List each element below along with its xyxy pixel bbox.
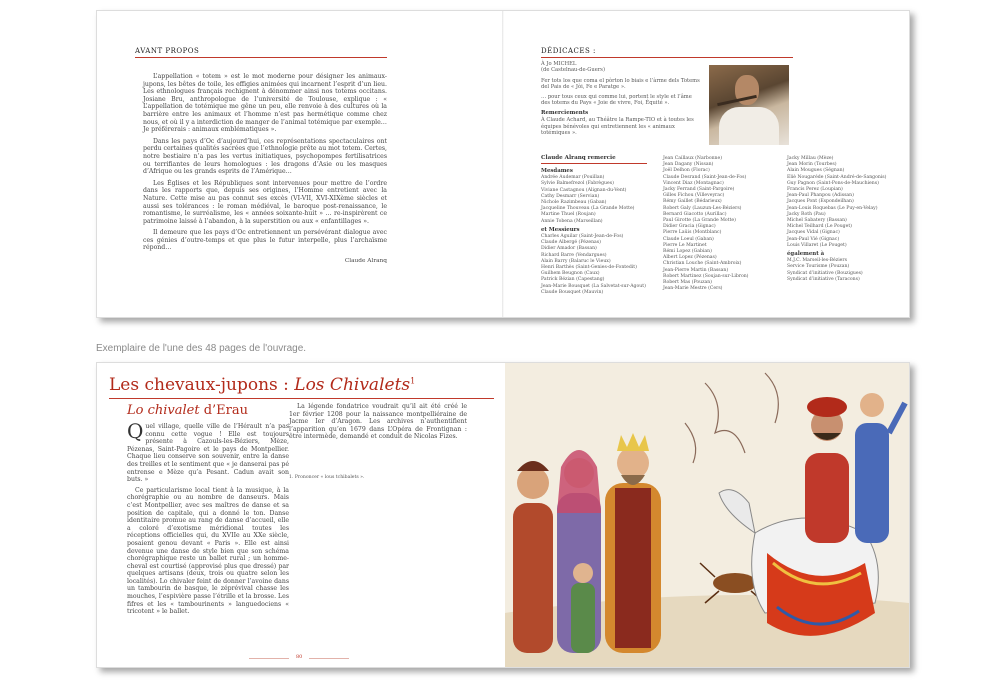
thanks-entry: Joël Delhon (Florac) — [663, 168, 710, 174]
thanks-entry: Christian Louche (Saint-Ambroix) — [663, 261, 742, 267]
thanks-entry: Henri Barthès (Saint-Genies-de-Fontedit) — [541, 265, 637, 271]
chapter-col1-first-paragraph — [127, 419, 289, 484]
thanks-entry: Didier Amador (Bassan) — [541, 246, 597, 252]
thanks-entry: Claude Desrand (Saint-Jean-de-Fos) — [663, 174, 747, 180]
thanks-entry: Francis Perez (Loupian) — [787, 187, 843, 193]
thanks-entry: Rémi Lopez (Gabian) — [663, 249, 712, 255]
subtitle-rest: d’Erau — [199, 403, 248, 418]
thanks-entry: Louis Villaret (Le Pouget) — [787, 242, 847, 248]
thanks-column-1 — [541, 166, 657, 296]
thanks-entry: Jacques Pont (Espondeilhan) — [787, 199, 854, 205]
chapter-title-plain: Les chevaux-jupons : — [109, 375, 295, 395]
thanks-column-2 — [663, 156, 781, 292]
chapter-dropcap: Q — [127, 419, 144, 443]
mesdames-list — [541, 175, 657, 225]
thanks-entry: Sylvie Balmefrezol (Fabrègues) — [541, 181, 614, 187]
thanks-entry: Jean Dagany (Nissan) — [663, 162, 714, 168]
thanks-entry: Jean-Marie Bousquet (La Salvetat-sur-Agout) — [541, 283, 646, 289]
thanks-entry: Robert Mas (Pouzan) — [663, 280, 712, 286]
page-number-rule-right — [309, 658, 349, 659]
thanks-rule — [541, 163, 647, 164]
chapter-col2-text: La légende fondatrice voudrait qu’il ait été créé le 1er février 1208 pour la naissance montpelliéraine de Jacme Ier d’Aragon. Les archives n’authentifient l’apparition qu’en 1679 dans L’Opéra de Frontignan : être intermède, demandé et conduit de Nicolas Fizes. — [289, 403, 467, 441]
thanks-entry: Jean-Paul Phanpou (Adissan) — [787, 193, 854, 199]
thanks-entry: Syndicat d’initiative (Taracons) — [787, 276, 860, 282]
thanks-entry: Eliè Nougaréde (Saint-André-de-Sangonis) — [787, 174, 887, 180]
chapter-column-1 — [127, 419, 289, 616]
avant-propos-signature: Claude Alranq — [344, 258, 387, 265]
thanks-entry: Vincent Diaz (Montagnac) — [663, 180, 724, 186]
book-spread-bottom — [96, 362, 910, 668]
thanks-entry: Claude Bousquet (Mauvin) — [541, 289, 604, 295]
remerciements-title: Remerciements — [541, 110, 589, 117]
egalement-list — [787, 258, 905, 283]
thanks-entry: Didier Gracia (Gignac) — [663, 224, 716, 230]
dedicaces-rule — [541, 57, 793, 58]
avant-propos-paragraph-1: L’appellation « totem » est le mot moderne pour désigner les animaux-jupons, les bêtes de toile, les effigies animées qui incarnent l’esprit d’un lieu. Les ethnologues français rechignent à dénommer ainsi nos totems occitans. Josiane Bru, anthropologue de l’université de Toulouse, explique : « L’appellation de totémique me gêne un peu, elle renvoie à des cultures où la barrière entre les animaux et l’homme n’est pas hermétique comme chez nous, et où il y a interdiction de manger de l’animal totémique par exemple… Je préférerais : animaux emblématiques ». — [143, 73, 387, 134]
avant-propos-paragraph-4: Il demeure que les pays d’Oc entretiennent un persévérant dialogue avec ces génies d’outre-temps et que plus le futur interpelle, plus l’archaïsme répond… — [143, 229, 387, 252]
avant-propos-body — [143, 73, 387, 266]
dedicace-to-place: (de Castelnau-de-Guers) — [541, 67, 605, 74]
dedicace-text-occitan: Fer tots los que coma el pòrton lo biais e l’àrme dels Totems del Pais de « Jòi, Fe e Paratge ». — [541, 77, 700, 91]
thanks-entry: Charles Aguilar (Saint-Jean-de-Fos) — [541, 234, 624, 240]
thanks-list-2 — [663, 156, 781, 292]
thanks-entry: Alain Mougues (Ségnan) — [787, 168, 845, 174]
remerciements-text: À Claude Achard, au Théâtre la Rampe-TIO et à toutes les équipes bénévoles qui entretiennent les « animaux totémiques ». — [541, 117, 694, 137]
thanks-entry: Martine Thuel (Roujan) — [541, 212, 596, 218]
thanks-list-3 — [787, 156, 905, 249]
thanks-entry: Jacqueline Thouveau (La Grande Motte) — [541, 206, 635, 212]
thanks-entry: Jean-Pierre Martin (Bassan) — [663, 267, 729, 273]
thanks-entry: Nichole Razimbeau (Gaban) — [541, 200, 607, 206]
chapter-title-italic: Los Chivalets — [294, 375, 411, 395]
chapter-footnote: 1. Prononcer « lous tchibalets ». — [289, 475, 365, 480]
chapter-col1-first: uel village, quelle ville de l’Hérault n’a pas connu cette vogue ! Elle est toujours présente à Cazouls-les-Béziers, Mèze, Pézenas, Saint-Pagoire et le pays de Montpellier. Chaque lieu conserve son souvenir, entre la danse des treilles et le sentiment que « je danserai pas pé entrense e Mèze qu’a Pesant. Cadun avait son buts. » — [127, 423, 289, 484]
thanks-entry: Viviane Castagnou (Alignan-du-Vent) — [541, 187, 627, 193]
chivalets-illustration — [505, 363, 909, 667]
thanks-entry: Syndicat d’initiative (Bouzigues) — [787, 270, 863, 276]
thanks-entry: Gilles Fichou (Villeveyrac) — [663, 193, 725, 199]
chapter-col1-second: Ce particularisme local tient à la musique, à la chorégraphie ou au nombre de danseurs. Mais c’est Montpellier, avec ses maîtres de danse et sa position de capitale, qui a donné le ton. Danse identitaire promue au rang de danse d’accueil, elle a coloré d’exotisme méridional toutes les réceptions officielles qui, du XVIIe au XXe siècle, posaient genou devant « Paris ». Elle est ainsi devenue une danse de style bien que son schéma chorégraphique reste un ballet rural ; un homme-cheval est courtisé (approvisé plus que dressé) par quelques artisans (deux, trois ou quatre selon les localités). Lo chivaler feint de donner l’avoine dans un tambourin de basque, le zéprévival chasse les mouches, l’espivière passe l’étrille et la brosse. Les fifres et les « tambourinents » languedociens « tricotent » le ballet. — [127, 486, 289, 616]
photo-shirt — [719, 107, 779, 145]
thanks-title: Claude Alranq remercie — [541, 155, 616, 161]
chapter-subtitle — [127, 403, 248, 418]
thanks-entry: Jean Morin (Tourbes) — [787, 162, 837, 168]
page-number: 80 — [296, 654, 303, 660]
thanks-entry: Claude Loeul (Gaban) — [663, 236, 714, 242]
thanks-entry: M.J.C. Marseil-les-Béziers — [787, 258, 847, 264]
thanks-entry: Robert Martinez (Soujan-sur-Libron) — [663, 273, 749, 279]
thanks-entry: Richard Barre (Vendargues) — [541, 252, 607, 258]
thanks-entry: Jacky Roth (Pau) — [787, 211, 826, 217]
thanks-entry: Jacques Vidal (Gignac) — [787, 230, 840, 236]
chapter-column-2 — [289, 403, 467, 441]
thanks-entry: Cathy Desmarr (Servian) — [541, 193, 600, 199]
messieurs-title: et Messieurs — [541, 226, 580, 233]
thanks-entry: Pierre Laüis (Montblanc) — [663, 230, 722, 236]
dedicace-block — [541, 61, 701, 137]
thanks-entry: Jean-Louis Roquebas (Le Puy-en-Velay) — [787, 205, 878, 211]
chapter-title-footnote-mark: 1 — [410, 376, 416, 386]
thanks-entry: Andrée Audemar (Pouillan) — [541, 175, 605, 181]
thanks-column-3 — [787, 156, 905, 283]
thanks-entry: Pierre Le Martinet — [663, 242, 707, 248]
thanks-entry: Guy Pagnon (Saint-Pons-de-Mauchiens) — [787, 180, 879, 186]
dedicace-to-name: À Jo MICHEL — [541, 61, 577, 67]
thanks-entry: Paul Girotte (La Grande Motte) — [663, 218, 736, 224]
subtitle-italic: Lo chivalet — [127, 403, 200, 418]
thanks-entry: Rémy Gaillet (Bédarieux) — [663, 199, 722, 205]
thanks-entry: Jacky Ferrand (Saint-Pargoire) — [663, 187, 735, 193]
avant-propos-rule — [135, 57, 387, 58]
thanks-entry: Jacky Millau (Mèze) — [787, 156, 834, 161]
thanks-entry: Michel Teilhard (Le Pouget) — [787, 224, 852, 230]
thanks-entry: Michel Sabatery (Bassan) — [787, 218, 847, 224]
thanks-entry: Alain Barry (Balaruc le Vieux) — [541, 258, 611, 264]
thanks-entry: Guilhem Beugnon (Caux) — [541, 271, 600, 277]
avant-propos-paragraph-3: Les Églises et les Républiques sont intervenues pour mettre de l’ordre dans les rapports que, depuis ses origines, l’Homme entretient avec la Nature. Cette mise au pas connut ses excès (VI-VII, XVI-XIXème siècles et aussi ses tolérances : le roman médiéval, le baroque post-renaissance, le romantisme, le surréalisme, les « années soixante-huit » … re-inspirèrent ce patrimoine laissé à l’abandon, à la superstition ou aux « enfantillages ». — [143, 179, 387, 225]
dedicaces-title: DÉDICACES : — [541, 47, 596, 55]
figure-caption: Exemplaire de l'une des 48 pages de l'ouvrage. — [96, 343, 307, 354]
page-number-rule-left — [249, 658, 289, 659]
avant-propos-title: AVANT PROPOS — [135, 47, 200, 55]
thanks-entry: Annie Tobena (Marseillan) — [541, 218, 603, 224]
avant-propos-paragraph-2: Dans les pays d’Oc d’aujourd’hui, ces représentations spectaculaires ont perdu certaines qualités sacrées que l’ethnologie prête au mot totem. Certes, notre bestiaire n’a pas les vertus initiatiques, psychopompes fertilisatrices ou terrifiantes de leurs homologues : les dragons d’Asie ou les masques d’Afrique ou les grands esprits de l’Amérique… — [143, 137, 387, 176]
figure-child — [571, 563, 595, 653]
spread-gutter — [502, 11, 504, 317]
illustration-svg — [505, 363, 909, 667]
dedicace-text-french: … pour tous ceux qui comme lui, portent le style et l’âme des totems du Pays « Joie de vivre, Foi, Équité ». — [541, 93, 692, 107]
thanks-entry: Bernard Giacotto (Aurillac) — [663, 211, 727, 217]
dedicace-photo — [709, 65, 789, 145]
thanks-entry: Jean Caillaux (Narbonne) — [663, 156, 723, 161]
thanks-entry: Patrick Bézian (Capestang) — [541, 277, 605, 283]
thanks-entry: Service Tourisme (Pouzan) — [787, 264, 850, 270]
thanks-entry: Jean-Paul Vié (Gignac) — [787, 236, 840, 242]
egalement-title: également à — [787, 251, 825, 258]
chapter-rule — [109, 398, 494, 399]
thanks-entry: Robert Galy (Lauzun-Les-Béziers) — [663, 205, 742, 211]
book-spread-top — [96, 10, 910, 318]
chapter-title — [109, 375, 415, 395]
thanks-entry: Albert Lopez (Pézenas) — [663, 255, 717, 261]
mesdames-title: Mesdames — [541, 168, 573, 174]
thanks-entry: Claude Albergé (Pézenas) — [541, 240, 601, 246]
thanks-entry: Jean-Marie Mestre (Cers) — [663, 286, 723, 292]
figure-man-left — [513, 461, 553, 653]
messieurs-list — [541, 234, 657, 296]
